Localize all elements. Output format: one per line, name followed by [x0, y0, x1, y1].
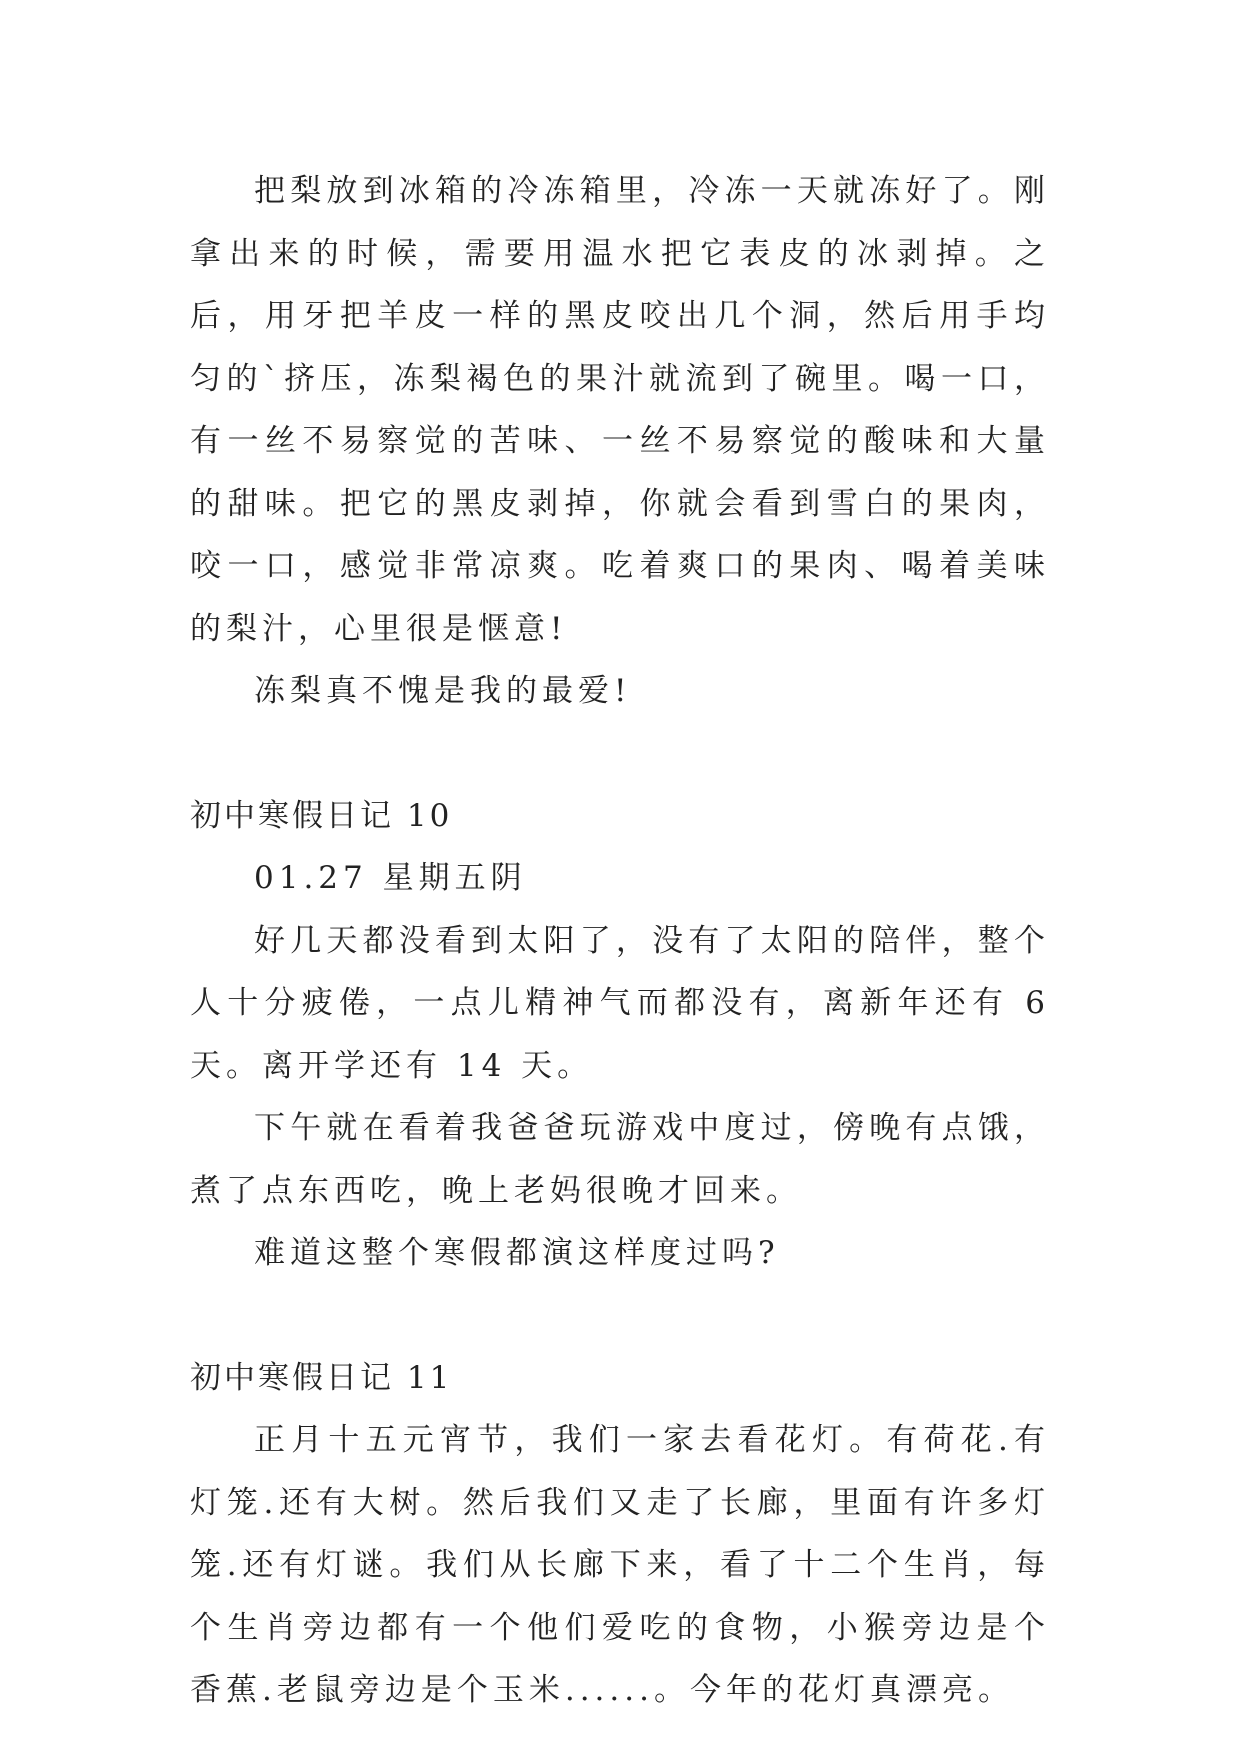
paragraph: 正月十五元宵节，我们一家去看花灯。有荷花.有灯笼.还有大树。然后我们又走了长廊，里面有许多灯笼.还有灯谜。我们从长廊下来，看了十二个生肖，每个生肖旁边都有一个他们爱吃的食物，小猴旁边是个香蕉.老鼠旁边是个玉米......。今年的花灯真漂亮。 — [190, 1422, 1050, 1708]
paragraph: 好几天都没看到太阳了，没有了太阳的陪伴，整个人十分疲倦，一点儿精神气而都没有，离新年还有 6 天。离开学还有 14 天。 — [190, 922, 1050, 1084]
entry-10-date: 01.27 星期五阴 — [254, 860, 527, 896]
entry-11-title: 初中寒假日记 11 — [190, 1359, 453, 1396]
paragraph: 冻梨真不愧是我的最爱! — [254, 673, 632, 709]
paragraph: 难道这整个寒假都演这样度过吗? — [254, 1235, 780, 1271]
paragraph: 下午就在看着我爸爸玩游戏中度过，傍晚有点饿，煮了点东西吃，晚上老妈很晚才回来。 — [190, 1110, 1050, 1209]
document-body — [190, 160, 1050, 1722]
entry-10-title: 初中寒假日记 10 — [190, 797, 453, 834]
section-gap — [190, 723, 1050, 785]
section-gap — [190, 1285, 1050, 1347]
paragraph: 把梨放到冰箱的冷冻箱里，冷冻一天就冻好了。刚拿出来的时候，需要用温水把它表皮的冰剥掉。之后，用牙把羊皮一样的黑皮咬出几个洞，然后用手均匀的`挤压，冻梨褐色的果汁就流到了碗里。喝一口，有一丝不易察觉的苦味、一丝不易察觉的酸味和大量的甜味。把它的黑皮剥掉，你就会看到雪白的果肉，咬一口，感觉非常凉爽。吃着爽口的果肉、喝着美味的梨汁，心里很是惬意! — [190, 173, 1050, 647]
